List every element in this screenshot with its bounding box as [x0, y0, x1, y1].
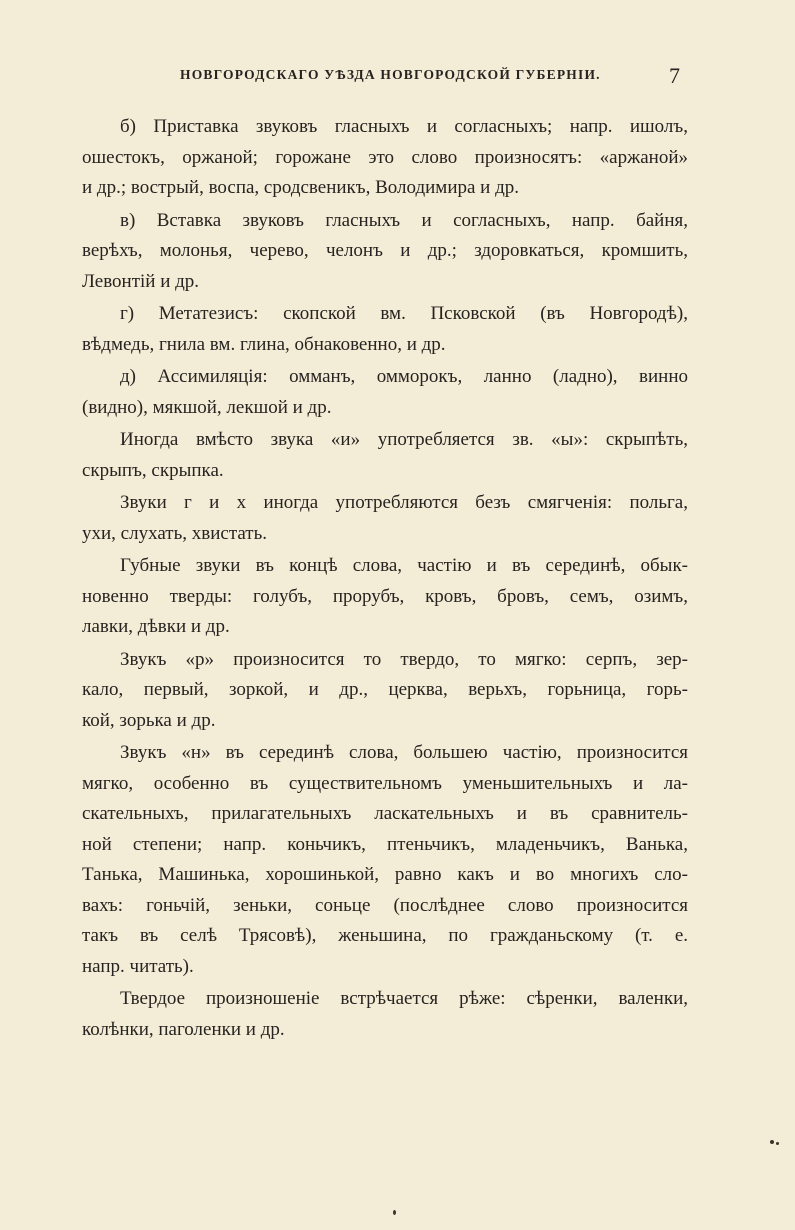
text-line: напр. читать). [82, 955, 194, 977]
paragraph [82, 425, 688, 486]
text-line: Губные звуки въ концѣ слова, частію и въ серединѣ, обык- [120, 555, 688, 576]
text-line: Звуки г и х иногда употребляются безъ смягченія: польга, [120, 492, 688, 513]
paragraph [82, 551, 688, 643]
text-line: верѣхъ, молонья, черево, челонъ и др.; здоровкаться, кромшить, [82, 240, 688, 261]
text-line: в) Вставка звуковъ гласныхъ и согласныхъ, напр. байня, [120, 209, 688, 231]
text-line: д) Ассимиляція: омманъ, омморокъ, ланно (ладно), винно [120, 366, 688, 387]
text-line: Левонтій и др. [82, 270, 200, 292]
text-line: ной степени; напр. коньчикъ, птеньчикъ, младеньчикъ, Ванька, [82, 833, 688, 855]
text-line: ухи, слухать, хвистать. [82, 522, 268, 544]
text-line: такъ въ селѣ Трясовѣ), женьшина, по гражданьскому (т. е. [82, 925, 688, 946]
text-line: вѣдмедь, гнила вм. глина, обнаковенно, и др. [82, 333, 446, 355]
body-text [82, 112, 688, 1047]
paragraph [82, 112, 688, 204]
paragraph [82, 488, 688, 549]
text-line: Танька, Машинька, хорошинькой, равно какъ и во многихъ сло- [82, 864, 688, 885]
text-line: скательныхъ, прилагательныхъ ласкательныхъ и въ сравнитель- [82, 803, 688, 824]
page-number: 7 [669, 63, 680, 88]
print-speck [776, 1142, 779, 1145]
text-line: Иногда вмѣсто звука «и» употребляется зв. «ы»: скрыпѣть, [120, 429, 688, 450]
text-line: б) Приставка звуковъ гласныхъ и согласныхъ; напр. ишолъ, [120, 116, 688, 137]
text-line: вахъ: гоньчій, зеньки, соньце (послѣднее слово произносится [82, 894, 688, 916]
paragraph [82, 645, 688, 737]
text-line: колѣнки, паголенки и др. [82, 1018, 285, 1040]
text-line: Звукъ «р» произносится то твердо, то мягко: серпъ, зер- [120, 648, 688, 670]
paragraph [82, 738, 688, 982]
text-line: кой, зорька и др. [82, 709, 216, 731]
text-line: ошестокъ, оржаной; горожане это слово произносятъ: «аржаной» [82, 146, 688, 168]
text-line: Звукъ «н» въ серединѣ слова, большею частію, произносится [120, 742, 688, 763]
paragraph [82, 984, 688, 1045]
paragraph [82, 362, 688, 423]
paragraph [82, 299, 688, 360]
text-line: лавки, дѣвки и др. [82, 616, 230, 637]
running-head [180, 63, 680, 93]
running-head-title: НОВГОРОДСКАГО УѢЗДА НОВГОРОДСКОЙ ГУБЕРНІИ. [180, 67, 601, 82]
paragraph [82, 206, 688, 298]
text-line: г) Метатезисъ: скопской вм. Псковской (въ Новгородѣ), [120, 303, 688, 324]
text-line: мягко, особенно въ существительномъ уменьшительныхъ и ла- [82, 772, 688, 794]
text-line: новенно тверды: голубъ, прорубъ, кровъ, бровъ, семъ, озимъ, [82, 585, 688, 607]
text-line: Твердое произношеніе встрѣчается рѣже: сѣренки, валенки, [120, 988, 688, 1009]
text-line: кало, первый, зоркой, и др., церква, верьхъ, горьница, горь- [82, 679, 688, 700]
text-line: и др.; вострый, воспа, сродсвеникъ, Володимира и др. [82, 177, 519, 198]
text-line: (видно), мякшой, лекшой и др. [82, 396, 332, 418]
text-line: скрыпъ, скрыпка. [82, 459, 224, 481]
print-speck [393, 1210, 396, 1215]
print-speck [770, 1140, 774, 1144]
